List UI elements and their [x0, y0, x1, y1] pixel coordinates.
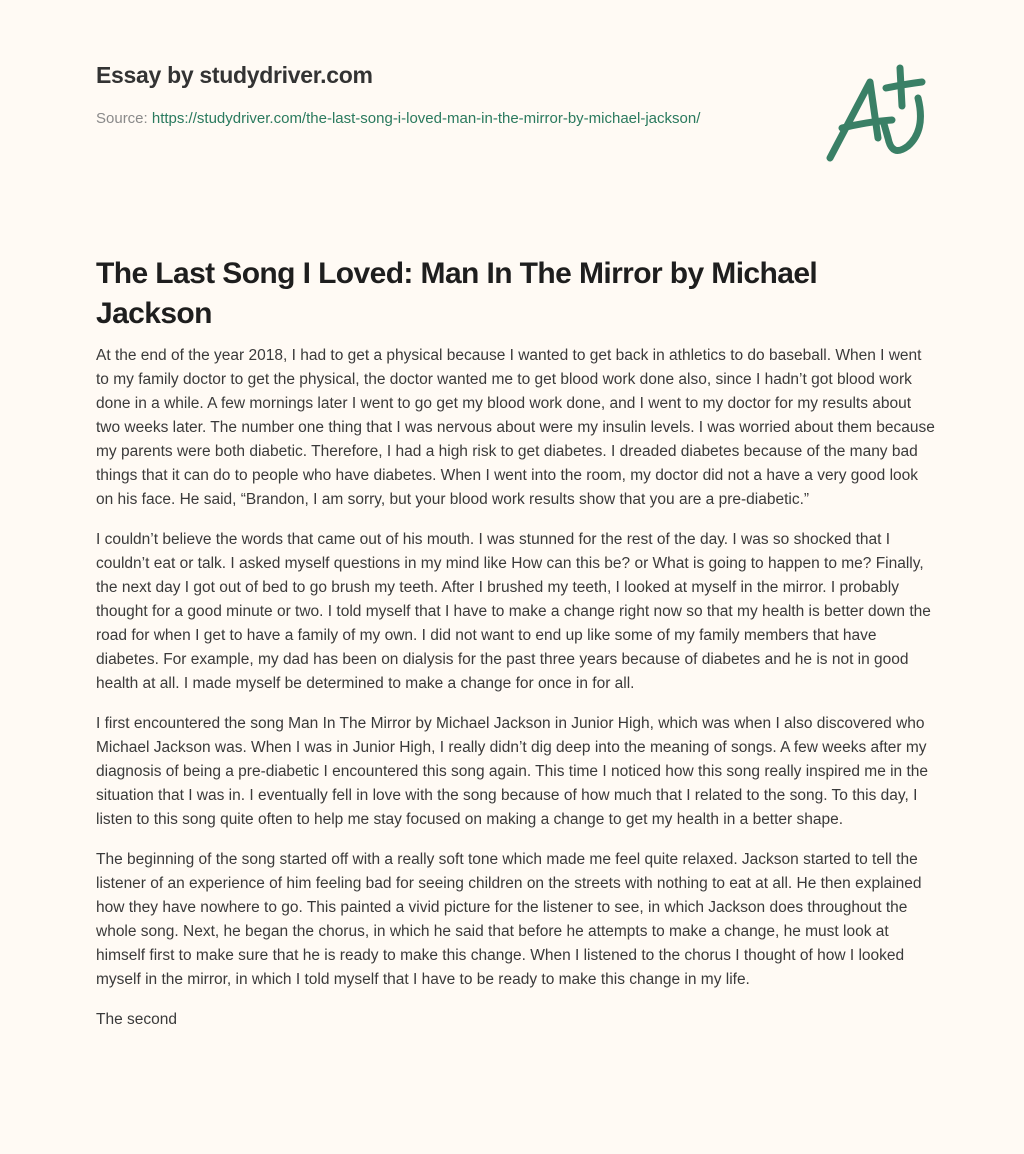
- page-header: [96, 62, 756, 131]
- source-link[interactable]: https://studydriver.com/the-last-song-i-loved-man-in-the-mirror-by-michael-jackson/: [151, 110, 701, 127]
- essay-paragraph: The beginning of the song started off with a really soft tone which made me feel quite relaxed. Jackson started to tell the listener of an experience of him feeling bad for seeing children on the streets with nothing to eat at all. He then explained how they have nowhere to go. This painted a vivid picture for the listener to see, in which Jackson does throughout the whole song. Next, he began the chorus, in which he said that before he attempts to make a change, he must look at himself first to make sure that he is ready to make this change. When I listened to the chorus I thought of how I looked myself in the mirror, in which I told myself that I have to be ready to make this change in my life.: [96, 851, 922, 988]
- essay-body: [96, 344, 938, 1048]
- source-line: [96, 107, 756, 131]
- essay-paragraph: The second: [96, 1011, 177, 1028]
- source-label: Source:: [96, 110, 148, 127]
- a-plus-grade-icon: [818, 60, 938, 170]
- essay-title: The Last Song I Loved: Man In The Mirror by Michael Jackson: [96, 257, 818, 330]
- essay-paragraph: I couldn’t believe the words that came out of his mouth. I was stunned for the rest of the day. I was so shocked that I couldn’t eat or talk. I asked myself questions in my mind like How can this be? or What is going to happen to me? Finally, the next day I got out of bed to go brush my teeth. After I brushed my teeth, I looked at myself in the mirror. I probably thought for a good minute or two. I told myself that I have to make a change right now so that my health is better down the road for when I get to have a family of my own. I did not want to end up like some of my family members that have diabetes. For example, my dad has been on dialysis for the past three years because of diabetes and he is not in good health at all. I made myself be determined to make a change for once in for all.: [96, 531, 931, 692]
- essay-paragraph: I first encountered the song Man In The Mirror by Michael Jackson in Junior High, which was when I also discovered who Michael Jackson was. When I was in Junior High, I really didn’t dig deep into the meaning of songs. A few weeks after my diagnosis of being a pre-diabetic I encountered this song again. This time I noticed how this song really inspired me in the situation that I was in. I eventually fell in love with the song because of how much that I related to the song. To this day, I listen to this song quite often to help me stay focused on making a change to get my health in a better shape.: [96, 715, 929, 828]
- site-title: Essay by studydriver.com: [96, 62, 373, 88]
- essay-paragraph: At the end of the year 2018, I had to get a physical because I wanted to get back in athletics to do baseball. When I went to my family doctor to get the physical, the doctor wanted me to get blood work done also, since I hadn’t got blood work done in a while. A few mornings later I went to go get my blood work done, and I went to my doctor for my results about two weeks later. The number one thing that I was nervous about were my insulin levels. I was worried about them because my parents were both diabetic. Therefore, I had a high risk to get diabetes. I dreaded diabetes because of the many bad things that it can do to people who have diabetes. When I went into the room, my doctor did not a have a very good look on his face. He said, “Brandon, I am sorry, but your blood work results show that you are a pre-diabetic.”: [96, 347, 935, 508]
